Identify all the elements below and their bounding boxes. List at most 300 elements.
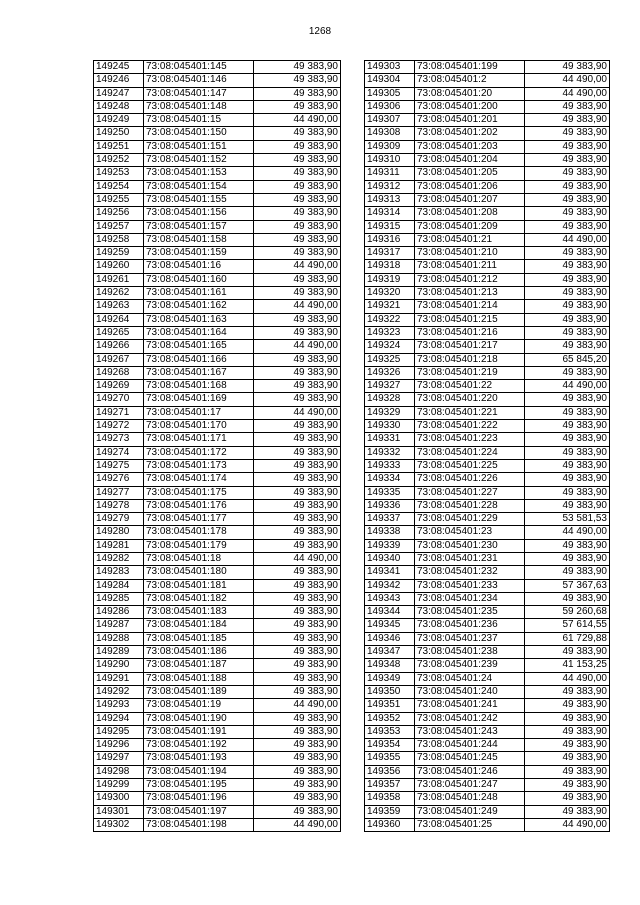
row-number: 149317 — [365, 247, 415, 260]
table-row — [94, 818, 341, 831]
cadastral-value: 44 490,00 — [525, 74, 610, 87]
cadastral-number: 73:08:045401:234 — [415, 592, 525, 605]
table-row — [94, 127, 341, 140]
row-number: 149268 — [94, 366, 144, 379]
cadastral-value: 44 490,00 — [525, 87, 610, 100]
table-row — [94, 393, 341, 406]
cadastral-number: 73:08:045401:220 — [415, 393, 525, 406]
row-number: 149248 — [94, 100, 144, 113]
table-row — [94, 699, 341, 712]
cadastral-number: 73:08:045401:223 — [415, 433, 525, 446]
cadastral-number: 73:08:045401:170 — [144, 420, 254, 433]
row-number: 149308 — [365, 127, 415, 140]
row-number: 149273 — [94, 433, 144, 446]
left-table-body — [94, 61, 341, 832]
row-number: 149255 — [94, 193, 144, 206]
cadastral-value: 49 383,90 — [254, 313, 341, 326]
row-number: 149261 — [94, 273, 144, 286]
cadastral-number: 73:08:045401:178 — [144, 526, 254, 539]
table-row — [365, 606, 610, 619]
cadastral-number: 73:08:045401:173 — [144, 459, 254, 472]
cadastral-value: 49 383,90 — [525, 100, 610, 113]
cadastral-value: 49 383,90 — [525, 326, 610, 339]
row-number: 149300 — [94, 792, 144, 805]
table-row — [94, 193, 341, 206]
cadastral-value: 49 383,90 — [254, 220, 341, 233]
table-row — [94, 606, 341, 619]
cadastral-number: 73:08:045401:216 — [415, 326, 525, 339]
cadastral-value: 49 383,90 — [254, 287, 341, 300]
row-number: 149355 — [365, 752, 415, 765]
cadastral-value: 49 383,90 — [525, 725, 610, 738]
row-number: 149302 — [94, 818, 144, 831]
cadastral-value: 49 383,90 — [525, 779, 610, 792]
row-number: 149288 — [94, 632, 144, 645]
table-row — [365, 646, 610, 659]
table-row — [365, 552, 610, 565]
cadastral-number: 73:08:045401:163 — [144, 313, 254, 326]
row-number: 149292 — [94, 685, 144, 698]
row-number: 149298 — [94, 765, 144, 778]
cadastral-number: 73:08:045401:22 — [415, 380, 525, 393]
row-number: 149315 — [365, 220, 415, 233]
cadastral-value: 49 383,90 — [525, 247, 610, 260]
table-row — [365, 513, 610, 526]
row-number: 149252 — [94, 154, 144, 167]
table-row — [365, 539, 610, 552]
table-row — [365, 685, 610, 698]
cadastral-value: 49 383,90 — [525, 287, 610, 300]
cadastral-value: 49 383,90 — [525, 167, 610, 180]
row-number: 149281 — [94, 539, 144, 552]
cadastral-number: 73:08:045401:201 — [415, 114, 525, 127]
row-number: 149247 — [94, 87, 144, 100]
cadastral-value: 49 383,90 — [254, 805, 341, 818]
cadastral-number: 73:08:045401:23 — [415, 526, 525, 539]
cadastral-value: 49 383,90 — [254, 513, 341, 526]
table-row — [94, 739, 341, 752]
cadastral-value: 49 383,90 — [254, 499, 341, 512]
cadastral-number: 73:08:045401:240 — [415, 685, 525, 698]
table-row — [94, 473, 341, 486]
row-number: 149306 — [365, 100, 415, 113]
table-row — [365, 446, 610, 459]
cadastral-number: 73:08:045401:247 — [415, 779, 525, 792]
cadastral-value: 49 383,90 — [525, 273, 610, 286]
row-number: 149278 — [94, 499, 144, 512]
cadastral-number: 73:08:045401:174 — [144, 473, 254, 486]
row-number: 149254 — [94, 180, 144, 193]
cadastral-value: 49 383,90 — [525, 127, 610, 140]
row-number: 149294 — [94, 712, 144, 725]
cadastral-value: 41 153,25 — [525, 659, 610, 672]
row-number: 149343 — [365, 592, 415, 605]
table-row — [94, 207, 341, 220]
table-row — [94, 380, 341, 393]
row-number: 149319 — [365, 273, 415, 286]
table-row — [94, 420, 341, 433]
cadastral-number: 73:08:045401:190 — [144, 712, 254, 725]
cadastral-value: 49 383,90 — [525, 420, 610, 433]
table-row — [94, 552, 341, 565]
cadastral-number: 73:08:045401:193 — [144, 752, 254, 765]
cadastral-number: 73:08:045401:246 — [415, 765, 525, 778]
cadastral-number: 73:08:045401:204 — [415, 154, 525, 167]
row-number: 149285 — [94, 592, 144, 605]
table-row — [94, 765, 341, 778]
cadastral-number: 73:08:045401:233 — [415, 579, 525, 592]
cadastral-value: 49 383,90 — [254, 193, 341, 206]
cadastral-number: 73:08:045401:197 — [144, 805, 254, 818]
cadastral-number: 73:08:045401:199 — [415, 61, 525, 74]
table-row — [365, 499, 610, 512]
table-row — [365, 566, 610, 579]
table-row — [365, 632, 610, 645]
table-row — [94, 353, 341, 366]
cadastral-value: 57 614,55 — [525, 619, 610, 632]
table-row — [94, 180, 341, 193]
cadastral-number: 73:08:045401:153 — [144, 167, 254, 180]
cadastral-number: 73:08:045401:168 — [144, 380, 254, 393]
cadastral-number: 73:08:045401:159 — [144, 247, 254, 260]
table-row — [365, 100, 610, 113]
table-row — [365, 592, 610, 605]
row-number: 149347 — [365, 646, 415, 659]
table-row — [94, 114, 341, 127]
cadastral-number: 73:08:045401:219 — [415, 366, 525, 379]
table-row — [94, 712, 341, 725]
cadastral-number: 73:08:045401:238 — [415, 646, 525, 659]
table-row — [94, 646, 341, 659]
cadastral-number: 73:08:045401:160 — [144, 273, 254, 286]
cadastral-number: 73:08:045401:224 — [415, 446, 525, 459]
row-number: 149345 — [365, 619, 415, 632]
table-row — [94, 513, 341, 526]
cadastral-number: 73:08:045401:167 — [144, 366, 254, 379]
table-row — [94, 87, 341, 100]
row-number: 149287 — [94, 619, 144, 632]
row-number: 149346 — [365, 632, 415, 645]
cadastral-number: 73:08:045401:187 — [144, 659, 254, 672]
cadastral-number: 73:08:045401:244 — [415, 739, 525, 752]
table-row — [365, 87, 610, 100]
cadastral-value: 49 383,90 — [254, 233, 341, 246]
row-number: 149246 — [94, 74, 144, 87]
table-row — [94, 792, 341, 805]
row-number: 149305 — [365, 87, 415, 100]
cadastral-value: 49 383,90 — [254, 207, 341, 220]
cadastral-value: 49 383,90 — [525, 366, 610, 379]
cadastral-value: 49 383,90 — [254, 579, 341, 592]
row-number: 149332 — [365, 446, 415, 459]
row-number: 149270 — [94, 393, 144, 406]
row-number: 149276 — [94, 473, 144, 486]
cadastral-value: 44 490,00 — [525, 233, 610, 246]
cadastral-value: 49 383,90 — [525, 792, 610, 805]
cadastral-number: 73:08:045401:208 — [415, 207, 525, 220]
table-row — [365, 74, 610, 87]
cadastral-value: 49 383,90 — [254, 566, 341, 579]
row-number: 149322 — [365, 313, 415, 326]
table-row — [365, 818, 610, 831]
cadastral-value: 49 383,90 — [254, 779, 341, 792]
cadastral-value: 65 845,20 — [525, 353, 610, 366]
cadastral-value: 49 383,90 — [525, 765, 610, 778]
cadastral-number: 73:08:045401:198 — [144, 818, 254, 831]
row-number: 149262 — [94, 287, 144, 300]
cadastral-value: 49 383,90 — [525, 446, 610, 459]
row-number: 149304 — [365, 74, 415, 87]
table-row — [365, 486, 610, 499]
cadastral-value: 49 383,90 — [525, 300, 610, 313]
table-row — [365, 180, 610, 193]
cadastral-number: 73:08:045401:200 — [415, 100, 525, 113]
row-number: 149314 — [365, 207, 415, 220]
cadastral-value: 49 383,90 — [525, 340, 610, 353]
cadastral-number: 73:08:045401:226 — [415, 473, 525, 486]
table-row — [94, 287, 341, 300]
cadastral-number: 73:08:045401:207 — [415, 193, 525, 206]
row-number: 149348 — [365, 659, 415, 672]
row-number: 149336 — [365, 499, 415, 512]
table-row — [365, 619, 610, 632]
cadastral-value: 49 383,90 — [254, 539, 341, 552]
cadastral-number: 73:08:045401:213 — [415, 287, 525, 300]
row-number: 149266 — [94, 340, 144, 353]
table-row — [365, 353, 610, 366]
cadastral-value: 49 383,90 — [254, 619, 341, 632]
table-row — [365, 779, 610, 792]
table-row — [365, 579, 610, 592]
cadastral-value: 49 383,90 — [525, 220, 610, 233]
table-row — [365, 220, 610, 233]
cadastral-value: 49 383,90 — [525, 499, 610, 512]
table-row — [94, 685, 341, 698]
row-number: 149313 — [365, 193, 415, 206]
cadastral-number: 73:08:045401:148 — [144, 100, 254, 113]
cadastral-number: 73:08:045401:210 — [415, 247, 525, 260]
table-row — [94, 539, 341, 552]
row-number: 149335 — [365, 486, 415, 499]
cadastral-number: 73:08:045401:222 — [415, 420, 525, 433]
cadastral-value: 49 383,90 — [525, 193, 610, 206]
table-row — [365, 207, 610, 220]
row-number: 149269 — [94, 380, 144, 393]
cadastral-number: 73:08:045401:195 — [144, 779, 254, 792]
table-row — [94, 273, 341, 286]
table-row — [365, 659, 610, 672]
row-number: 149325 — [365, 353, 415, 366]
row-number: 149293 — [94, 699, 144, 712]
table-row — [94, 74, 341, 87]
table-row — [365, 233, 610, 246]
table-row — [365, 672, 610, 685]
cadastral-value: 49 383,90 — [254, 100, 341, 113]
cadastral-value: 53 581,53 — [525, 513, 610, 526]
cadastral-value: 49 383,90 — [525, 433, 610, 446]
cadastral-number: 73:08:045401:230 — [415, 539, 525, 552]
cadastral-number: 73:08:045401:235 — [415, 606, 525, 619]
cadastral-value: 44 490,00 — [254, 340, 341, 353]
row-number: 149360 — [365, 818, 415, 831]
table-row — [94, 300, 341, 313]
table-row — [365, 393, 610, 406]
cadastral-number: 73:08:045401:214 — [415, 300, 525, 313]
cadastral-value: 49 383,90 — [254, 273, 341, 286]
row-number: 149358 — [365, 792, 415, 805]
cadastral-value: 49 383,90 — [525, 699, 610, 712]
cadastral-number: 73:08:045401:232 — [415, 566, 525, 579]
cadastral-value: 49 383,90 — [254, 473, 341, 486]
cadastral-value: 44 490,00 — [525, 818, 610, 831]
table-row — [365, 765, 610, 778]
row-number: 149338 — [365, 526, 415, 539]
row-number: 149323 — [365, 326, 415, 339]
table-row — [365, 287, 610, 300]
row-number: 149339 — [365, 539, 415, 552]
table-row — [94, 619, 341, 632]
cadastral-value: 49 383,90 — [254, 353, 341, 366]
cadastral-value: 49 383,90 — [254, 685, 341, 698]
row-number: 149295 — [94, 725, 144, 738]
cadastral-number: 73:08:045401:186 — [144, 646, 254, 659]
cadastral-number: 73:08:045401:156 — [144, 207, 254, 220]
row-number: 149290 — [94, 659, 144, 672]
row-number: 149354 — [365, 739, 415, 752]
table-row — [365, 699, 610, 712]
table-row — [94, 100, 341, 113]
row-number: 149301 — [94, 805, 144, 818]
table-row — [94, 579, 341, 592]
row-number: 149284 — [94, 579, 144, 592]
table-row — [365, 739, 610, 752]
table-row — [365, 366, 610, 379]
cadastral-number: 73:08:045401:150 — [144, 127, 254, 140]
row-number: 149340 — [365, 552, 415, 565]
cadastral-value: 49 383,90 — [254, 792, 341, 805]
cadastral-number: 73:08:045401:145 — [144, 61, 254, 74]
cadastral-value: 49 383,90 — [254, 659, 341, 672]
cadastral-number: 73:08:045401:158 — [144, 233, 254, 246]
cadastral-number: 73:08:045401:188 — [144, 672, 254, 685]
cadastral-value: 49 383,90 — [254, 592, 341, 605]
right-table-body — [365, 61, 610, 832]
cadastral-number: 73:08:045401:211 — [415, 260, 525, 273]
row-number: 149330 — [365, 420, 415, 433]
row-number: 149299 — [94, 779, 144, 792]
table-row — [365, 127, 610, 140]
row-number: 149352 — [365, 712, 415, 725]
cadastral-value: 49 383,90 — [254, 739, 341, 752]
cadastral-number: 73:08:045401:166 — [144, 353, 254, 366]
cadastral-value: 49 383,90 — [254, 526, 341, 539]
table-row — [365, 313, 610, 326]
cadastral-number: 73:08:045401:215 — [415, 313, 525, 326]
cadastral-value: 49 383,90 — [254, 180, 341, 193]
cadastral-number: 73:08:045401:229 — [415, 513, 525, 526]
table-row — [365, 193, 610, 206]
table-row — [365, 792, 610, 805]
cadastral-number: 73:08:045401:182 — [144, 592, 254, 605]
row-number: 149296 — [94, 739, 144, 752]
row-number: 149280 — [94, 526, 144, 539]
table-row — [365, 140, 610, 153]
row-number: 149318 — [365, 260, 415, 273]
table-row — [365, 433, 610, 446]
cadastral-value: 49 383,90 — [525, 260, 610, 273]
cadastral-value: 49 383,90 — [525, 646, 610, 659]
row-number: 149310 — [365, 154, 415, 167]
cadastral-value: 49 383,90 — [525, 207, 610, 220]
table-row — [94, 140, 341, 153]
row-number: 149341 — [365, 566, 415, 579]
cadastral-number: 73:08:045401:206 — [415, 180, 525, 193]
table-row — [94, 433, 341, 446]
cadastral-value: 57 367,63 — [525, 579, 610, 592]
cadastral-value: 49 383,90 — [525, 685, 610, 698]
cadastral-value: 49 383,90 — [525, 406, 610, 419]
row-number: 149245 — [94, 61, 144, 74]
row-number: 149331 — [365, 433, 415, 446]
table-row — [94, 725, 341, 738]
cadastral-number: 73:08:045401:221 — [415, 406, 525, 419]
cadastral-value: 49 383,90 — [254, 127, 341, 140]
cadastral-number: 73:08:045401:228 — [415, 499, 525, 512]
row-number: 149250 — [94, 127, 144, 140]
row-number: 149349 — [365, 672, 415, 685]
row-number: 149327 — [365, 380, 415, 393]
cadastral-number: 73:08:045401:179 — [144, 539, 254, 552]
table-row — [365, 154, 610, 167]
cadastral-number: 73:08:045401:181 — [144, 579, 254, 592]
cadastral-value: 49 383,90 — [254, 393, 341, 406]
cadastral-value: 44 490,00 — [525, 380, 610, 393]
cadastral-number: 73:08:045401:16 — [144, 260, 254, 273]
row-number: 149320 — [365, 287, 415, 300]
cadastral-value: 49 383,90 — [254, 380, 341, 393]
cadastral-number: 73:08:045401:177 — [144, 513, 254, 526]
table-row — [94, 752, 341, 765]
cadastral-number: 73:08:045401:248 — [415, 792, 525, 805]
cadastral-value: 49 383,90 — [525, 114, 610, 127]
cadastral-number: 73:08:045401:249 — [415, 805, 525, 818]
cadastral-value: 49 383,90 — [254, 87, 341, 100]
table-row — [365, 725, 610, 738]
cadastral-value: 49 383,90 — [525, 61, 610, 74]
cadastral-value: 49 383,90 — [254, 459, 341, 472]
table-row — [365, 380, 610, 393]
row-number: 149277 — [94, 486, 144, 499]
cadastral-value: 49 383,90 — [254, 752, 341, 765]
row-number: 149272 — [94, 420, 144, 433]
cadastral-number: 73:08:045401:243 — [415, 725, 525, 738]
cadastral-number: 73:08:045401:18 — [144, 552, 254, 565]
table-row — [94, 260, 341, 273]
cadastral-number: 73:08:045401:218 — [415, 353, 525, 366]
table-row — [94, 526, 341, 539]
cadastral-number: 73:08:045401:231 — [415, 552, 525, 565]
cadastral-value: 44 490,00 — [254, 406, 341, 419]
cadastral-number: 73:08:045401:212 — [415, 273, 525, 286]
table-row — [94, 632, 341, 645]
row-number: 149249 — [94, 114, 144, 127]
row-number: 149351 — [365, 699, 415, 712]
table-row — [94, 659, 341, 672]
cadastral-value: 49 383,90 — [525, 140, 610, 153]
cadastral-number: 73:08:045401:217 — [415, 340, 525, 353]
cadastral-value: 49 383,90 — [525, 805, 610, 818]
table-row — [94, 779, 341, 792]
